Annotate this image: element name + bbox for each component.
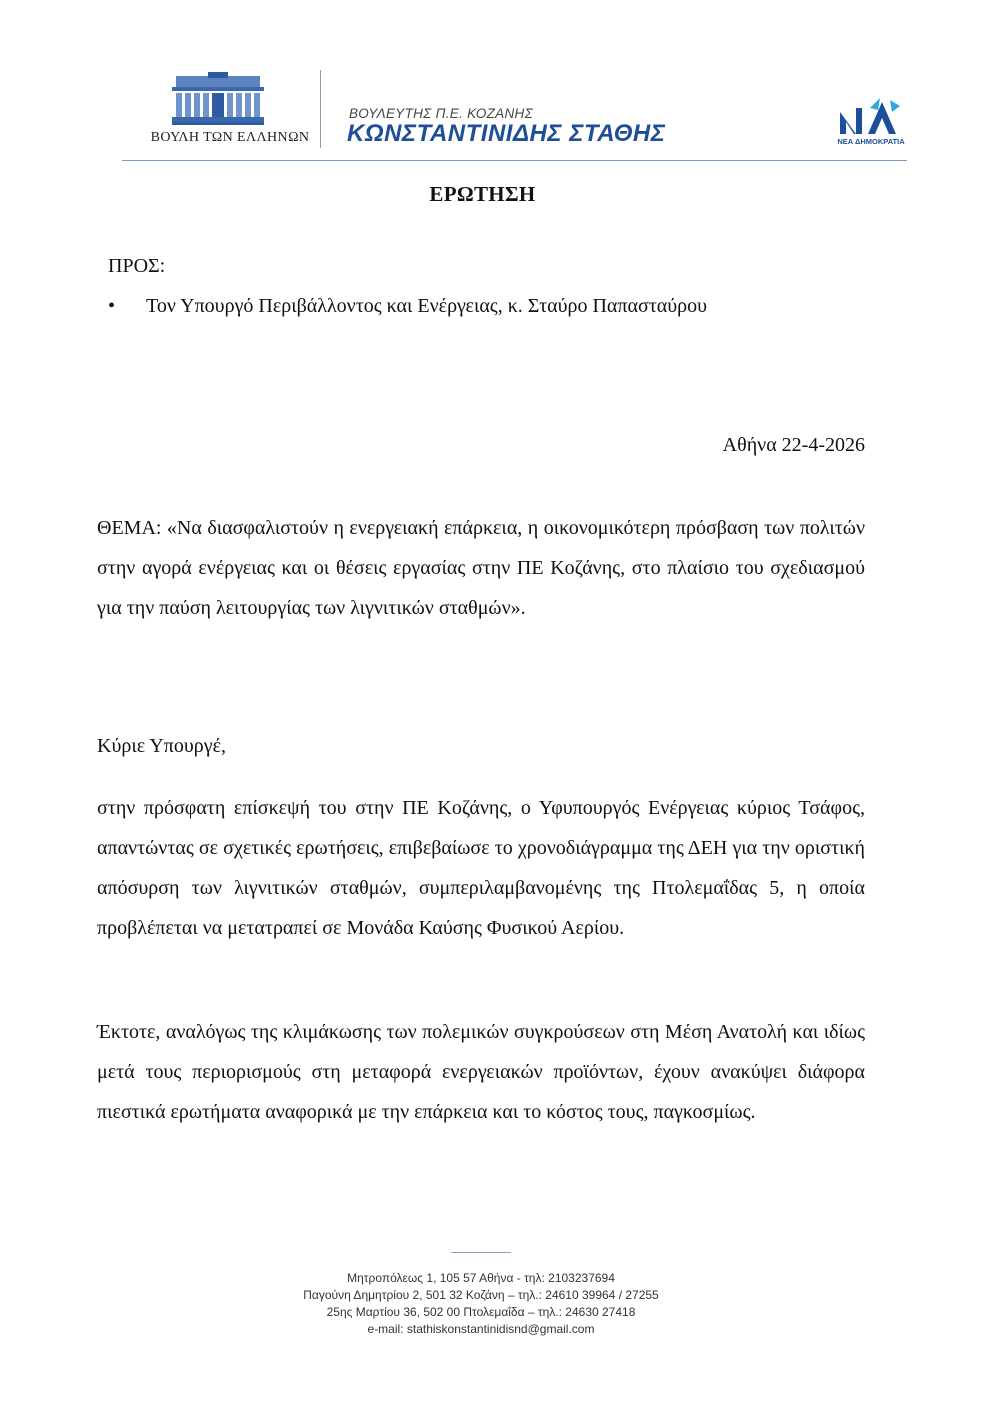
footer-address-kozani: Παγούνη Δημητρίου 2, 501 32 Κοζάνη – τηλ.: 24610 39964 / 27255 bbox=[303, 1288, 659, 1302]
party-emblem-icon bbox=[834, 98, 908, 136]
footer-email: e-mail: stathiskonstantinidisnd@gmail.com bbox=[367, 1322, 595, 1336]
parliament-label: ΒΟΥΛΗ ΤΩΝ ΕΛΛΗΝΩΝ bbox=[150, 130, 310, 145]
bullet-icon: • bbox=[108, 295, 116, 317]
header-rule bbox=[122, 160, 907, 161]
footer-contacts bbox=[0, 1270, 962, 1338]
salutation: Κύριε Υπουργέ, bbox=[97, 735, 227, 757]
document-date: Αθήνα 22-4-2026 bbox=[722, 434, 865, 456]
header-separator bbox=[320, 70, 321, 148]
recipient-text: Τον Υπουργό Περιβάλλοντος και Ενέργειας, κ. Σταύρο Παπασταύρου bbox=[146, 295, 708, 317]
parliament-logo bbox=[150, 72, 310, 152]
body-paragraph-1: στην πρόσφατη επίσκεψή του στην ΠΕ Κοζάνης, ο Υφυπουργός Ενέργειας κύριος Τσάφος, απαντώντας σε σχετικές ερωτήσεις, επιβεβαίωσε το χρονοδιάγραμμα της ΔΕΗ για την οριστική απόσυρση των λιγνιτικών σταθμών, συμπεριλαμβανομένης της Πτολεμαΐδας 5, η οποία προβλέπεται να μετατραπεί σε Μονάδα Καύσης Φυσικού Αερίου. bbox=[97, 797, 865, 939]
footer-address-ptolemaida: 25ης Μαρτίου 36, 502 00 Πτολεμαΐδα – τηλ.: 24630 27418 bbox=[326, 1305, 636, 1319]
recipient-list-item bbox=[108, 295, 707, 318]
body-paragraph-2: Έκτοτε, αναλόγως της κλιμάκωσης των πολεμικών συγκρούσεων στη Μέση Ανατολή και ιδίως μετά τους περιορισμούς στη μεταφορά ενεργειακών προϊόντων, έχουν ανακύψει διάφορα πιεστικά ερωτήματα αναφορικά με την επάρκεια και το κόστος τους, παγκοσμίως. bbox=[97, 1021, 865, 1123]
mp-name: ΚΩΝΣΤΑΝΤΙΝΙΔΗΣ ΣΤΑΘΗΣ bbox=[347, 120, 666, 147]
document-title: ΕΡΩΤΗΣΗ bbox=[429, 182, 536, 206]
footer-address-athens: Μητροπόλεως 1, 105 57 Αθήνα - τηλ: 2103237694 bbox=[347, 1271, 615, 1285]
party-logo bbox=[834, 98, 908, 150]
subject-paragraph: ΘΕΜΑ: «Να διασφαλιστούν η ενεργειακή επάρκεια, η οικονομικότερη πρόσβαση των πολιτών στην αγορά ενέργειας και οι θέσεις εργασίας στην ΠΕ Κοζάνης, στο πλαίσιο του σχεδιασμού για την παύση λειτουργίας των λιγνιτικών σταθμών». bbox=[97, 517, 865, 619]
footer-rule bbox=[451, 1252, 511, 1253]
to-label: ΠΡΟΣ: bbox=[108, 255, 166, 277]
mp-subtitle: ΒΟΥΛΕΥΤΗΣ Π.Ε. ΚΟΖΑΝΗΣ bbox=[349, 106, 533, 121]
parliament-building-icon bbox=[172, 72, 264, 126]
party-label: ΝΕΑ ΔΗΜΟΚΡΑΤΙΑ bbox=[837, 137, 905, 146]
